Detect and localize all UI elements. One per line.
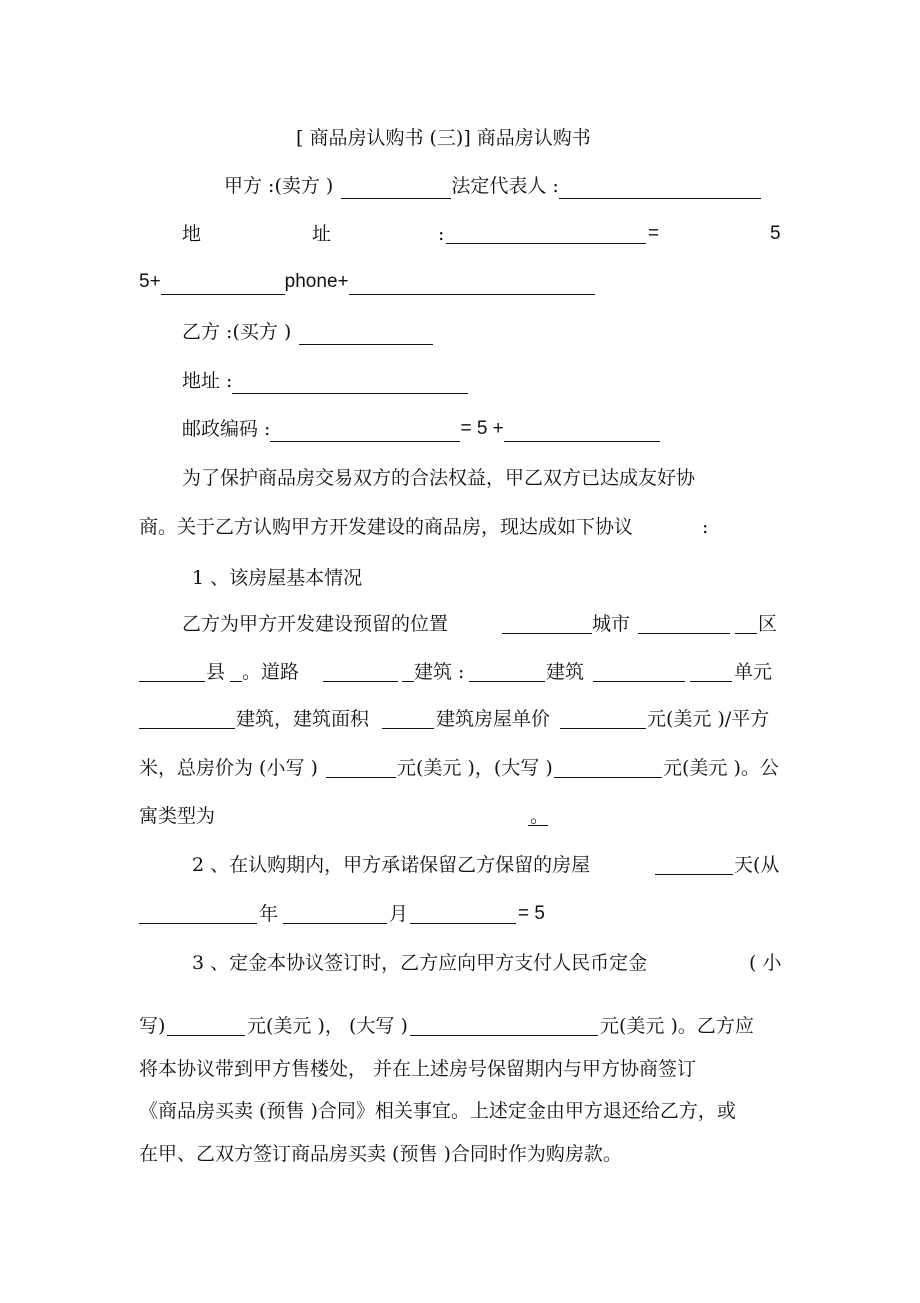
s1-district: 区 bbox=[758, 613, 778, 635]
deposit-lower-blank bbox=[167, 1015, 245, 1036]
section-3-line-1 bbox=[0, 950, 920, 976]
party-b-label: 乙方 :(买方 ) bbox=[182, 321, 292, 343]
section-1-line-5 bbox=[0, 803, 920, 829]
section-1-heading: 1 、该房屋基本情况 bbox=[192, 567, 363, 589]
address-char-2: 址 bbox=[312, 223, 332, 245]
section-3-line-3: 将本协议带到甲方售楼处， 并在上述房号保留期内与甲方协商签订 bbox=[139, 1058, 697, 1080]
phone-blank bbox=[349, 274, 595, 295]
s2-end: = 5 bbox=[518, 903, 545, 924]
s1-unit: 单元 bbox=[734, 661, 773, 683]
s1-type: 寓类型为 bbox=[139, 805, 216, 827]
party-a-name-blank bbox=[341, 178, 451, 199]
intro-line-2 bbox=[0, 514, 920, 540]
s2-text: 2 、在认购期内，甲方承诺保留乙方保留的房屋 bbox=[192, 854, 591, 876]
party-a-label: 甲方 :(卖方 ) bbox=[224, 175, 334, 197]
s1-end: 。 bbox=[530, 805, 550, 827]
building-blank-1 bbox=[469, 661, 545, 682]
party-a-line bbox=[224, 173, 761, 199]
s2-days: 天(从 bbox=[734, 854, 780, 876]
day-blank bbox=[410, 903, 516, 924]
deposit-upper-blank bbox=[410, 1015, 598, 1036]
section-1-line-1 bbox=[0, 611, 920, 637]
phone-line bbox=[139, 269, 595, 295]
s1-price: 建筑房屋单价 bbox=[436, 708, 551, 730]
s3-write: 写) bbox=[139, 1015, 166, 1037]
intro-line-2-colon: : bbox=[702, 516, 709, 538]
total-lower-blank bbox=[326, 757, 396, 778]
party-a-address-blank bbox=[446, 223, 646, 244]
location-blank bbox=[502, 613, 592, 634]
s2-month: 月 bbox=[389, 903, 409, 925]
s3-yuan-1: 元(美元 )， bbox=[247, 1015, 344, 1037]
legal-rep-label: 法定代表人 : bbox=[451, 175, 559, 197]
section-3-line-4: 《商品房买卖 (预售 )合同》相关事宜。上述定金由甲方退还给乙方，或 bbox=[139, 1100, 736, 1122]
legal-rep-blank bbox=[559, 178, 761, 199]
building-no-blank bbox=[139, 708, 235, 729]
building-blank-2 bbox=[593, 661, 685, 682]
city-blank bbox=[638, 613, 730, 634]
s1-l1-text: 乙方为甲方开发建设预留的位置 bbox=[182, 613, 449, 635]
s1-building-2: 建筑 bbox=[546, 661, 585, 683]
address-colon: : bbox=[438, 223, 445, 245]
s1-yuan-1: 元(美元 )，(大写 ) bbox=[397, 757, 553, 779]
postcode-value-blank bbox=[270, 421, 460, 442]
road-blank bbox=[323, 661, 398, 682]
s3-text: 3 、定金本协议签订时，乙方应向甲方支付人民币定金 bbox=[192, 952, 648, 974]
area-blank bbox=[382, 708, 434, 729]
postcode-extra-blank bbox=[504, 421, 660, 442]
s1-road: 。道路 bbox=[242, 661, 300, 683]
party-b-name-blank bbox=[299, 324, 433, 345]
s1-unit-price: 元(美元 )/平方 bbox=[647, 708, 770, 730]
section-1-line-2 bbox=[0, 659, 920, 685]
s1-total: 米，总房价为 (小写 ) bbox=[139, 757, 318, 779]
postcode-label: 邮政编码 : bbox=[182, 418, 271, 440]
party-b-address-blank bbox=[232, 373, 468, 394]
total-upper-blank bbox=[554, 757, 662, 778]
postcode-blank bbox=[161, 274, 285, 295]
five-plus-label: 5+ bbox=[139, 271, 161, 292]
address-five: 5 bbox=[770, 223, 781, 244]
address-char-1: 地 bbox=[182, 223, 202, 245]
building-pre-blank bbox=[402, 661, 414, 682]
s3-upper: (大写 ) bbox=[349, 1015, 408, 1037]
price-blank bbox=[560, 708, 646, 729]
s1-building-1: 建筑 : bbox=[414, 661, 465, 683]
intro-line-1: 为了保护商品房交易双方的合法权益，甲乙双方已达成友好协 bbox=[182, 467, 696, 489]
s3-paren: ( 小 bbox=[749, 952, 782, 974]
s1-county: 县 bbox=[206, 661, 226, 683]
section-1-line-4 bbox=[0, 755, 920, 781]
days-blank bbox=[655, 854, 733, 875]
section-2-line-1 bbox=[0, 852, 920, 878]
postcode-line bbox=[182, 416, 660, 442]
postcode-suffix: = 5 + bbox=[460, 418, 504, 439]
unit-blank bbox=[690, 661, 732, 682]
s1-yuan-2: 元(美元 )。公 bbox=[663, 757, 779, 779]
road-pre-blank bbox=[230, 661, 242, 682]
document-title: [ 商品房认购书 (三)] 商品房认购书 bbox=[296, 127, 591, 149]
party-b-address-line bbox=[182, 368, 468, 394]
s1-city: 城市 bbox=[592, 613, 631, 635]
party-a-address-line bbox=[0, 221, 920, 247]
year-blank bbox=[139, 903, 257, 924]
section-3-line-5: 在甲、乙双方签订商品房买卖 (预售 )合同时作为购房款。 bbox=[139, 1143, 622, 1165]
s2-year: 年 bbox=[259, 903, 279, 925]
intro-line-2-text: 商。关于乙方认购甲方开发建设的商品房，现达成如下协议 bbox=[139, 516, 634, 538]
s3-yuan-2: 元(美元 )。乙方应 bbox=[600, 1015, 754, 1037]
address-equals: = bbox=[648, 223, 660, 244]
section-2-line-2 bbox=[0, 901, 920, 927]
s1-area: 建筑，建筑面积 bbox=[236, 708, 370, 730]
section-1-line-3 bbox=[0, 706, 920, 732]
district-blank bbox=[735, 613, 757, 634]
county-blank bbox=[139, 661, 205, 682]
phone-label: phone+ bbox=[284, 271, 349, 292]
month-blank bbox=[283, 903, 387, 924]
party-b-line bbox=[182, 319, 433, 345]
party-b-address-label: 地址 : bbox=[182, 370, 233, 392]
section-3-line-2 bbox=[0, 1013, 920, 1039]
